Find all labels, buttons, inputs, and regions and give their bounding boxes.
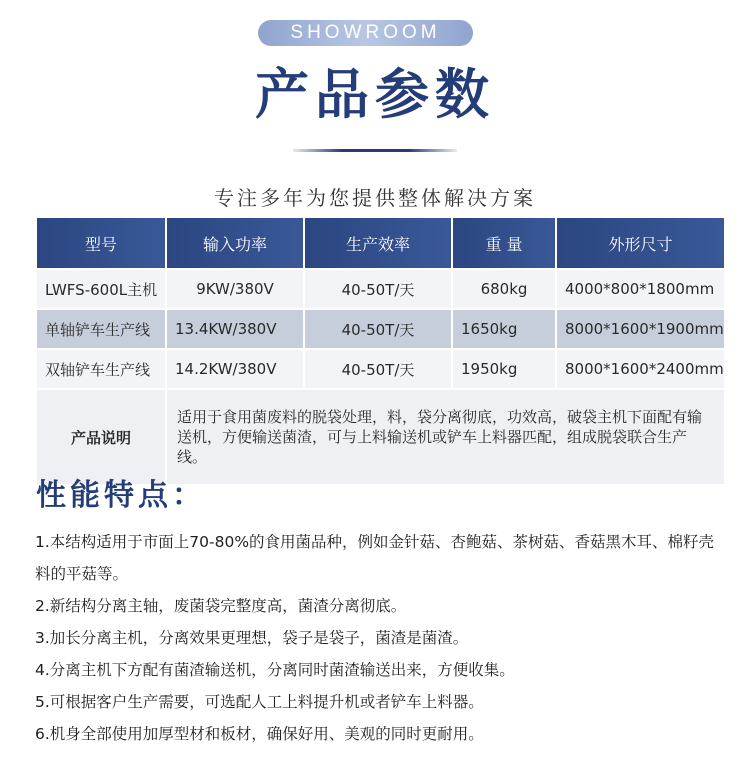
list-item: 6.机身全部使用加厚型材和板材，确保好用、美观的同时更耐用。 — [35, 725, 484, 743]
cell-weight: 680kg — [452, 269, 556, 309]
list-item: 5.可根据客户生产需要，可选配人工上料提升机或者铲车上料器。 — [35, 693, 484, 711]
list-item: 3.加长分离主机，分离效果更理想，袋子是袋子，菌渣是菌渣。 — [35, 629, 469, 647]
cell-efficiency: 40-50T/天 — [304, 309, 452, 349]
list-item: 1.本结构适用于市面上70-80%的食用菌品种，例如金针菇、杏鲍菇、茶树菇、香菇黑木耳、棉籽壳料的平菇等。 — [35, 533, 715, 583]
cell-model: LWFS-600L主机 — [36, 269, 166, 309]
cell-dimensions: 8000*1600*1900mm — [556, 309, 725, 349]
table-row — [36, 309, 725, 349]
cell-efficiency: 40-50T/天 — [304, 269, 452, 309]
header-dimensions: 外形尺寸 — [556, 217, 725, 269]
list-item: 4.分离主机下方配有菌渣输送机，分离同时菌渣输送出来，方便收集。 — [35, 661, 515, 679]
cell-efficiency: 40-50T/天 — [304, 349, 452, 389]
header-efficiency: 生产效率 — [304, 217, 452, 269]
title-divider — [293, 149, 457, 152]
table-header-row — [36, 217, 725, 269]
cell-dimensions: 8000*1600*2400mm — [556, 349, 725, 389]
page-title: 产品参数 — [255, 63, 495, 126]
cell-dimensions: 4000*800*1800mm — [556, 269, 725, 309]
cell-power: 13.4KW/380V — [166, 309, 304, 349]
description-label: 产品说明 — [36, 389, 166, 485]
features-list — [35, 526, 725, 750]
header-weight: 重 量 — [452, 217, 556, 269]
header-model: 型号 — [36, 217, 166, 269]
list-item: 2.新结构分离主轴，废菌袋完整度高，菌渣分离彻底。 — [35, 597, 407, 615]
cell-weight: 1950kg — [452, 349, 556, 389]
page-subtitle: 专注多年为您提供整体解决方案 — [214, 186, 536, 210]
description-text: 适用于食用菌废料的脱袋处理，料，袋分离彻底，功效高，破袋主机下面配有输送机，方便输送菌渣，可与上料输送机或铲车上料器匹配，组成脱袋联合生产线。 — [166, 389, 725, 485]
spec-table — [35, 216, 726, 486]
table-row — [36, 349, 725, 389]
cell-weight: 1650kg — [452, 309, 556, 349]
table-row — [36, 269, 725, 309]
cell-power: 14.2KW/380V — [166, 349, 304, 389]
cell-model: 单轴铲车生产线 — [36, 309, 166, 349]
features-title: 性能特点： — [36, 478, 206, 513]
header-power: 输入功率 — [166, 217, 304, 269]
showroom-pill: SHOWROOM — [258, 20, 473, 46]
cell-model: 双轴铲车生产线 — [36, 349, 166, 389]
cell-power: 9KW/380V — [166, 269, 304, 309]
